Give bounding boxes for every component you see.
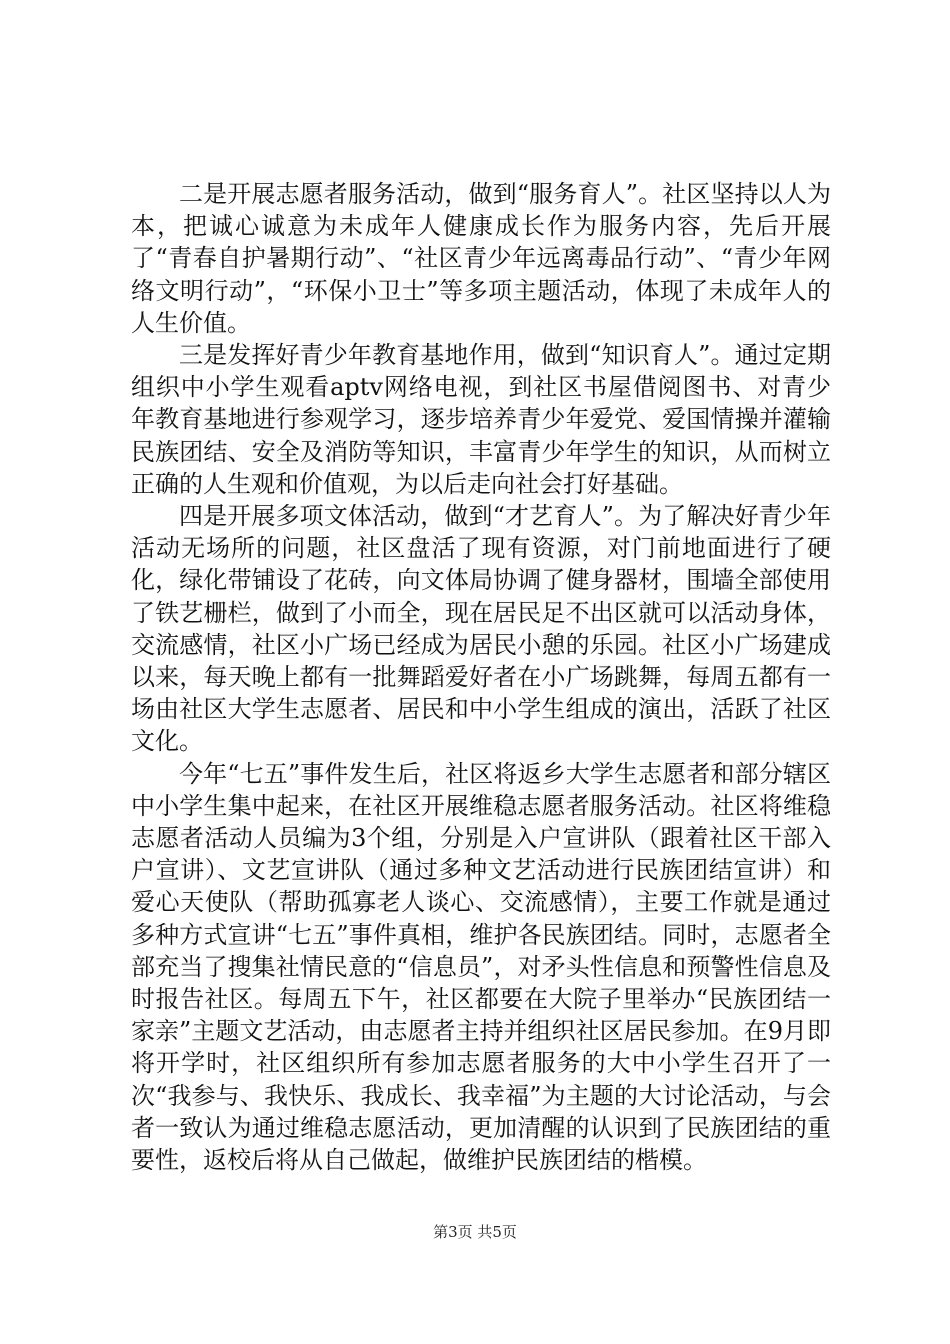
paragraph-stability-volunteers: 今年“七五”事件发生后，社区将返乡大学生志愿者和部分辖区中小学生集中起来，在社区开展维稳志愿者服务活动。社区将维稳志愿者活动人员编为3个组，分别是入户宣讲队（跟着社区干部入户宣讲）、文艺宣讲队（通过多种文艺活动进行民族团结宣讲）和爱心天使队（帮助孤寡老人谈心、交流感情），主要工作就是通过多种方式宣讲“七五”事件真相，维护各民族团结。同时，志愿者全部充当了搜集社情民意的“信息员”，对矛头性信息和预警性信息及时报告社区。每周五下午，社区都要在大院子里举办“民族团结一家亲”主题文艺活动，由志愿者主持并组织社区居民参加。在9月即将开学时，社区组织所有参加志愿者服务的大中小学生召开了一次“我参与、我快乐、我成长、我幸福”为主题的大讨论活动，与会者一致认为通过维稳志愿活动，更加清醒的认识到了民族团结的重要性，返校后将从自己做起，做维护民族团结的楷模。 [131,759,831,1175]
page-number-footer: 第3页 共5页 [433,1223,517,1241]
paragraph-volunteer-service: 二是开展志愿者服务活动，做到“服务育人”。社区坚持以人为本，把诚心诚意为未成年人健康成长作为服务内容，先后开展了“青春自护暑期行动”、“社区青少年远离毒品行动”、“青少年网络文明行动”，“环保小卫士”等多项主题活动，体现了未成年人的人生价值。 [131,180,831,337]
paragraph-education-base: 三是发挥好青少年教育基地作用，做到“知识育人”。通过定期组织中小学生观看aptv网络电视，到社区书屋借阅图书、对青少年教育基地进行参观学习，逐步培养青少年爱党、爱国情操并灌输民族团结、安全及消防等知识，丰富青少年学生的知识，从而树立正确的人生观和价值观，为以后走向社会打好基础。 [131,341,831,498]
document-body [131,178,831,1176]
paragraph-cultural-activities: 四是开展多项文体活动，做到“才艺育人”。为了解决好青少年活动无场所的问题，社区盘活了现有资源，对门前地面进行了硬化，绿化带铺设了花砖，向文体局协调了健身器材，围墙全部使用了铁艺栅栏，做到了小而全，现在居民足不出区就可以活动身体，交流感情，社区小广场已经成为居民小憩的乐园。社区小广场建成以来，每天晚上都有一批舞蹈爱好者在小广场跳舞，每周五都有一场由社区大学生志愿者、居民和中小学生组成的演出，活跃了社区文化。 [131,502,831,756]
